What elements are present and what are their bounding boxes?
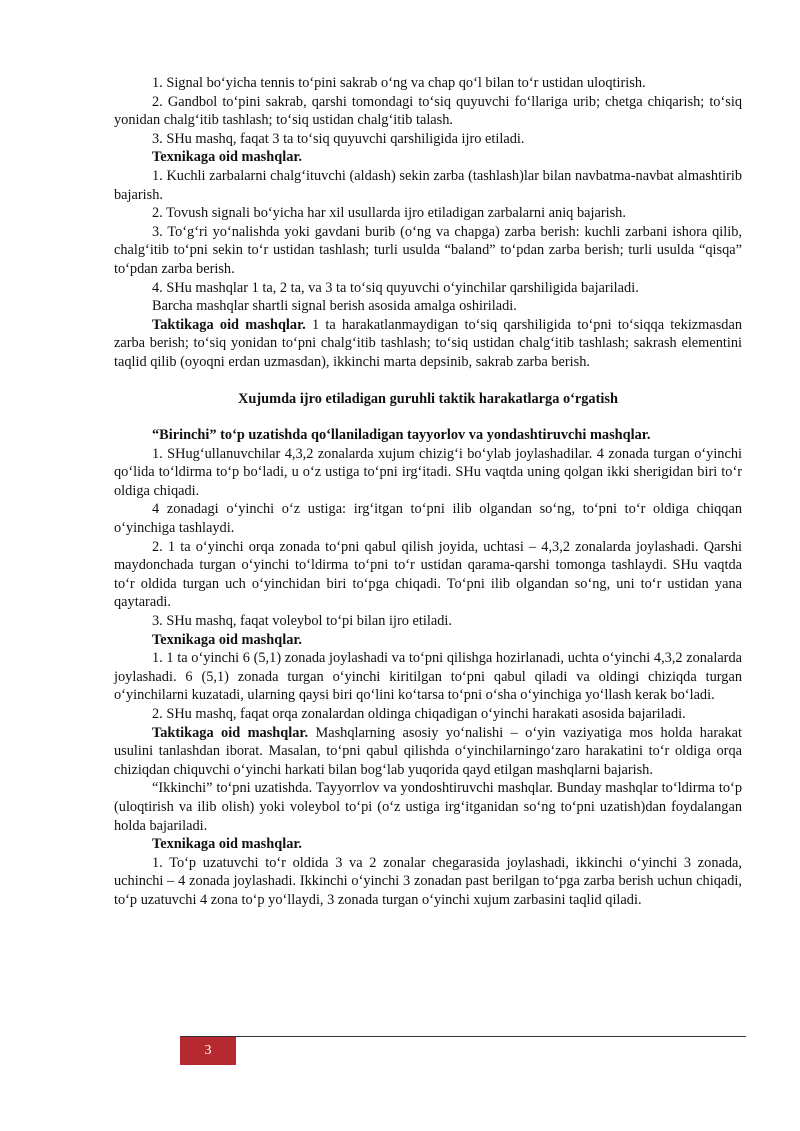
footer-rule <box>180 1036 746 1037</box>
section-title: Xujumda ijro etiladigan guruhli taktik harakatlarga o‘rgatish <box>238 390 618 407</box>
spacer <box>114 408 742 426</box>
paragraph: 2. 1 ta o‘yinchi orqa zonada to‘pni qabul qilish joyida, uchtasi – 4,3,2 zonalarda joylashadi. Qarshi maydonchada turgan o‘yinchi to‘ldirma to‘pni to‘r ustidan qarama-qarshi tomonga tashlaydi. SHu vaqtda to‘r oldida turgan uch o‘yinchidan biri to‘pga chiqadi. To‘pni ilib olgandan so‘ng, uni to‘r ustidan yana qaytaradi. <box>114 538 742 611</box>
paragraph: 1. Signal bo‘yicha tennis to‘pini sakrab o‘ng va chap qo‘l bilan to‘r ustidan uloqtirish. <box>152 75 646 91</box>
paragraph: 3. To‘g‘ri yo‘nalishda yoki gavdani burib (o‘ng va chapga) zarba berish: kuchli zarbani ishora qilib, chalg‘itib to‘pni sekin to‘r ustidan tashlash; turli usulda “baland” to‘pdan zarba berish; turli usulda “qisqa” to‘pdan zarba berish. <box>114 223 742 277</box>
paragraph-text: 1 ta harakatlanmaydigan to‘siq qarshiligida to‘pni to‘siqqa tekizmasdan zarba berish; to‘siq yonidan to‘pni chalg‘itib tashlash; to‘siq ustidan chalg‘itib tashlash; sakrash elementini taqlid qilib (oyoqni erdan uzmasdan), ikkinchi marta depsinib, sakrab zarba berish. <box>114 316 742 370</box>
paragraph-text: Mashqlarning asosiy yo‘nalishi – o‘yin vaziyatiga mos holda harakat usulini tanlashdan iborat. Masalan, to‘pni qabul qilishda o‘yinchilarningo‘zaro harakatini to‘r oldiga orqa chiziqdan chiquvchi o‘yinchi harkati bilan bog‘lab yuqorida qayd etilgan mashqlarni bajarish. <box>114 724 742 778</box>
subheading: Texnikaga oid mashqlar. <box>152 149 302 166</box>
paragraph: 1. To‘p uzatuvchi to‘r oldida 3 va 2 zonalar chegarasida joylashadi, ikkinchi o‘yinchi 3 zonada, uchinchi – 4 zonada joylashadi. Ikkinchi o‘yinchi 3 zonadan past berilgan to‘pga zarba berish uchun chiqadi, to‘p uzatuvchi 4 zona to‘p yo‘llaydi, 3 zonada turgan o‘yinchi xujum zarbasini taqlid qiladi. <box>114 854 742 908</box>
subheading: “Birinchi” to‘p uzatishda qo‘llaniladigan tayyorlov va yondashtiruvchi mashqlar. <box>152 427 651 444</box>
spacer <box>114 372 742 390</box>
paragraph <box>114 316 742 372</box>
paragraph: 1. 1 ta o‘yinchi 6 (5,1) zonada joylashadi va to‘pni qilishga hozirlanadi, uchta o‘yinchi 4,3,2 zonalarda joylashadi. 6 (5,1) zonada turgan o‘yinchi kiritilgan to‘pni qabul qiladi va oldingi chiziqda turgan o‘yinchilarni kuzatadi, ularning qaysi biri qo‘lini ko‘tarsa to‘pni o‘sha o‘yinchiga yo‘llash kerak bo‘ladi. <box>114 650 742 704</box>
paragraph: 1. Kuchli zarbalarni chalg‘ituvchi (aldash) sekin zarba (tashlash)lar bilan navbatma-navbat almashtirib bajarish. <box>114 167 742 203</box>
paragraph: 2. Tovush signali bo‘yicha har xil usullarda ijro etiladigan zarbalarni aniq bajarish. <box>152 205 626 222</box>
page-body <box>114 74 742 910</box>
paragraph: “Ikkinchi” to‘pni uzatishda. Tayyorrlov va yondoshtiruvchi mashqlar. Bunday mashqlar to‘ldirma to‘p (uloqtirish va ilib olish) yoki voleybol to‘pi (o‘z ustiga irg‘itganidan so‘ng to‘pni uzatish)dan foydalangan holda bajariladi. <box>114 780 742 834</box>
paragraph: Barcha mashqlar shartli signal berish asosida amalga oshiriladi. <box>152 298 517 315</box>
paragraph: 4. SHu mashqlar 1 ta, 2 ta, va 3 ta to‘siq quyuvchi o‘yinchilar qarshiligida bajariladi. <box>152 279 639 296</box>
paragraph: 3. SHu mashq, faqat 3 ta to‘siq quyuvchi qarshiligida ijro etiladi. <box>152 130 525 147</box>
paragraph: 2. Gandbol to‘pini sakrab, qarshi tomondagi to‘siq quyuvchi fo‘llariga urib; chetga chiqarish; to‘siq yonidan chalg‘itib tashlash; to‘siq ustidan chalg‘itib talash. <box>114 93 742 129</box>
paragraph: 3. SHu mashq, faqat voleybol to‘pi bilan ijro etiladi. <box>152 613 452 630</box>
paragraph: 4 zonadagi o‘yinchi o‘z ustiga: irg‘itgan to‘pni ilib olgandan so‘ng, to‘pni to‘r oldiga chiqqan o‘yinchiga tashlaydi. <box>114 501 742 537</box>
page-number: 3 <box>180 1037 236 1065</box>
paragraph: 1. SHug‘ullanuvchilar 4,3,2 zonalarda xujum chizig‘i bo‘ylab joylashadilar. 4 zonada turgan o‘yinchi qo‘lida to‘ldirma to‘p bo‘ladi, u o‘z ustiga to‘pni irg‘itadi. SHu vaqtda uning qolgan ikki sherigidan biri to‘r oldiga chiqadi. <box>114 445 742 499</box>
subheading: Texnikaga oid mashqlar. <box>152 631 302 648</box>
paragraph-lead: Taktikaga oid mashqlar. <box>152 316 306 333</box>
paragraph-lead: Taktikaga oid mashqlar. <box>152 724 309 741</box>
subheading: Texnikaga oid mashqlar. <box>152 836 302 853</box>
paragraph: 2. SHu mashq, faqat orqa zonalardan oldinga chiqadigan o‘yinchi harakati asosida bajariladi. <box>152 706 686 722</box>
paragraph <box>114 724 742 780</box>
